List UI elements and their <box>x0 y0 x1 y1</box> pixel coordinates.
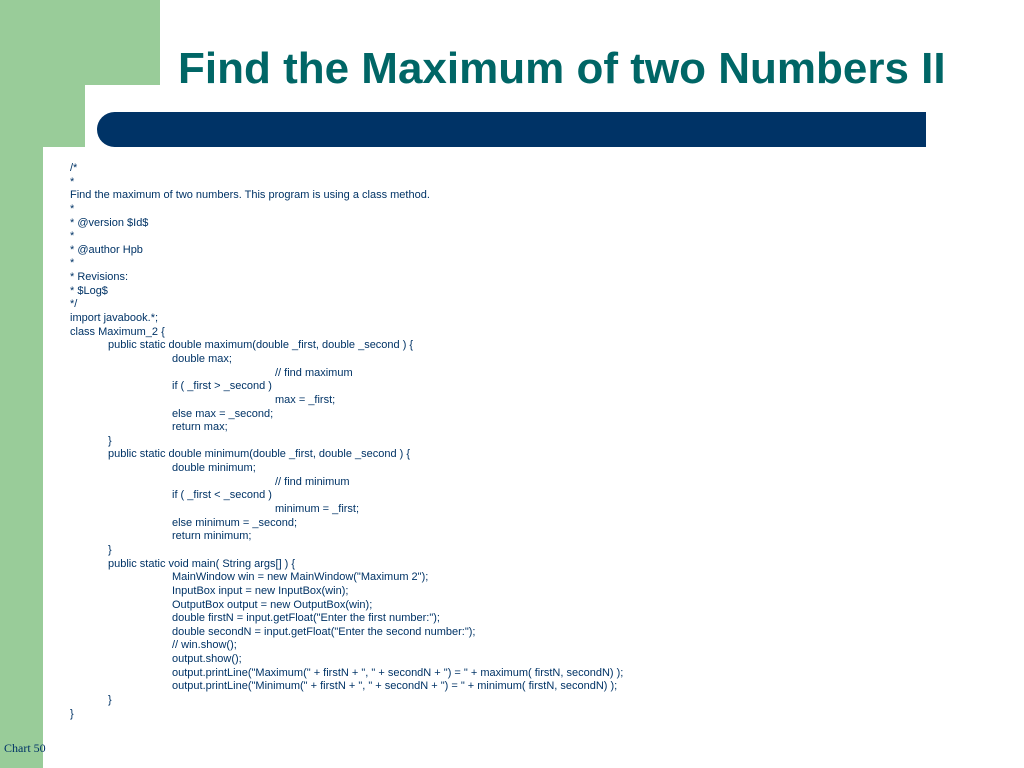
code-line: double firstN = input.getFloat("Enter the first number:"); <box>172 612 440 625</box>
code-line: public static double maximum(double _first, double _second ) { <box>108 339 414 352</box>
accent-cap <box>43 85 85 147</box>
code-line: output.printLine("Minimum(" + firstN + ", " + secondN + ") = " + minimum( firstN, secondN) ); <box>172 680 618 693</box>
code-line: public static void main( String args[] ) { <box>108 557 296 570</box>
code-line: else max = _second; <box>172 407 274 420</box>
code-line: return minimum; <box>172 530 252 543</box>
code-line: if ( _first < _second ) <box>172 489 272 502</box>
code-line: * @version $Id$ <box>70 216 149 229</box>
code-line: double max; <box>172 352 232 365</box>
code-line: else minimum = _second; <box>172 516 298 529</box>
code-line: } <box>108 543 112 556</box>
code-line: * @author Hpb <box>70 243 143 256</box>
code-line: * <box>70 175 75 188</box>
code-line: class Maximum_2 { <box>70 325 165 338</box>
top-left-accent-block <box>43 0 160 85</box>
code-line: Find the maximum of two numbers. This program is using a class method. <box>70 189 430 202</box>
code-line: MainWindow win = new MainWindow("Maximum 2"); <box>172 571 429 584</box>
code-line: } <box>108 693 112 706</box>
code-line: * <box>70 202 75 215</box>
code-line: if ( _first > _second ) <box>172 380 272 393</box>
code-line: * Revisions: <box>70 271 129 284</box>
code-line: double minimum; <box>172 462 256 475</box>
code-line: import javabook.*; <box>70 312 159 325</box>
code-line: return max; <box>172 421 228 434</box>
code-line: InputBox input = new InputBox(win); <box>172 584 349 597</box>
title-underline-bar <box>97 112 926 147</box>
code-line: public static double minimum(double _first, double _second ) { <box>108 448 411 461</box>
code-line: /* <box>70 162 78 174</box>
left-accent-bar <box>0 0 43 768</box>
code-line: // win.show(); <box>172 639 237 652</box>
code-line: */ <box>70 298 78 311</box>
code-line: OutputBox output = new OutputBox(win); <box>172 598 373 611</box>
slide-title: Find the Maximum of two Numbers II <box>178 44 946 93</box>
code-line: output.show(); <box>172 653 242 666</box>
code-line: max = _first; <box>275 393 336 406</box>
code-line: * <box>70 230 75 243</box>
code-line: double secondN = input.getFloat("Enter the second number:"); <box>172 625 476 638</box>
code-line: } <box>108 434 112 447</box>
code-line: minimum = _first; <box>275 503 360 516</box>
code-line: // find maximum <box>275 366 353 379</box>
code-line: } <box>70 707 74 720</box>
code-line: output.printLine("Maximum(" + firstN + ", " + secondN + ") = " + maximum( firstN, secondN) ); <box>172 666 624 679</box>
code-line: * <box>70 257 75 270</box>
slide-footer: Chart 50 <box>4 741 46 755</box>
code-line: * $Log$ <box>70 284 108 297</box>
code-listing <box>70 162 970 721</box>
code-line: // find minimum <box>275 475 350 488</box>
